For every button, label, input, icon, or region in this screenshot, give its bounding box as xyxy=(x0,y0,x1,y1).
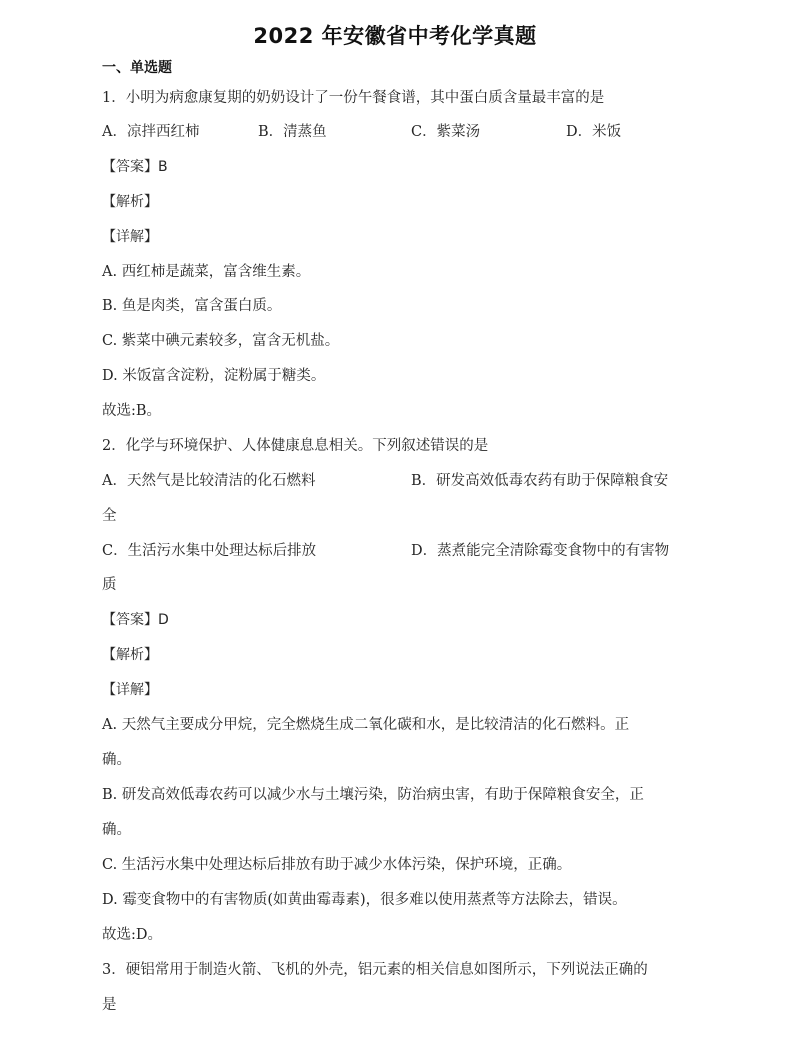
q2-explanation-b-wrap: 确。 xyxy=(102,822,131,838)
q2-choice: 故选:D。 xyxy=(102,927,163,943)
q2-explanation-d: D. 霉变食物中的有害物质(如黄曲霉毒素)，很多难以使用蒸煮等方法除去，错误。 xyxy=(102,892,627,908)
q3-stem: 3．硬铝常用于制造火箭、飞机的外壳，铝元素的相关信息如图所示，下列说法正确的 xyxy=(102,962,648,978)
q2-option-b: B．研发高效低毒农药有助于保障粮食安 xyxy=(411,473,669,489)
q2-analysis-label: 【解析】 xyxy=(102,647,158,663)
q2-explanation-b: B. 研发高效低毒农药可以减少水与土壤污染，防治病虫害，有助于保障粮食安全，正 xyxy=(102,787,644,803)
q1-explanation-a: A. 西红柿是蔬菜，富含维生素。 xyxy=(102,264,311,280)
page-title: 2022 年安徽省中考化学真题 xyxy=(253,24,537,48)
q2-explanation-a: A. 天然气主要成分甲烷，完全燃烧生成二氧化碳和水，是比较清洁的化石燃料。正 xyxy=(102,717,630,733)
q2-option-d: D．蒸煮能完全清除霉变食物中的有害物 xyxy=(411,543,670,559)
q2-option-b-wrap: 全 xyxy=(102,508,117,524)
q1-option-a: A．凉拌西红柿 xyxy=(102,124,200,140)
q2-stem: 2．化学与环境保护、人体健康息息相关。下列叙述错误的是 xyxy=(102,438,489,454)
q1-analysis-label: 【解析】 xyxy=(102,194,158,210)
section-heading: 一、单选题 xyxy=(102,60,172,76)
q2-answer: 【答案】D xyxy=(102,612,169,628)
q1-option-b: B．清蒸鱼 xyxy=(258,124,327,140)
q1-option-d: D．米饭 xyxy=(566,124,622,140)
q1-explanation-b: B. 鱼是肉类，富含蛋白质。 xyxy=(102,298,282,314)
q1-option-c: C．紫菜汤 xyxy=(411,124,481,140)
q3-stem-wrap: 是 xyxy=(102,997,117,1013)
q1-detail-label: 【详解】 xyxy=(102,229,158,245)
q1-choice: 故选:B。 xyxy=(102,403,162,419)
q2-option-d-wrap: 质 xyxy=(102,577,117,593)
q2-explanation-c: C. 生活污水集中处理达标后排放有助于减少水体污染，保护环境，正确。 xyxy=(102,857,572,873)
q2-option-c: C．生活污水集中处理达标后排放 xyxy=(102,543,317,559)
q1-explanation-d: D. 米饭富含淀粉，淀粉属于糖类。 xyxy=(102,368,326,384)
q1-answer: 【答案】B xyxy=(102,159,168,175)
q1-explanation-c: C. 紫菜中碘元素较多，富含无机盐。 xyxy=(102,333,340,349)
q2-explanation-a-wrap: 确。 xyxy=(102,752,131,768)
q1-stem: 1．小明为病愈康复期的奶奶设计了一份午餐食谱，其中蛋白质含量最丰富的是 xyxy=(102,90,605,106)
q2-option-a: A．天然气是比较清洁的化石燃料 xyxy=(102,473,316,489)
q2-detail-label: 【详解】 xyxy=(102,682,158,698)
